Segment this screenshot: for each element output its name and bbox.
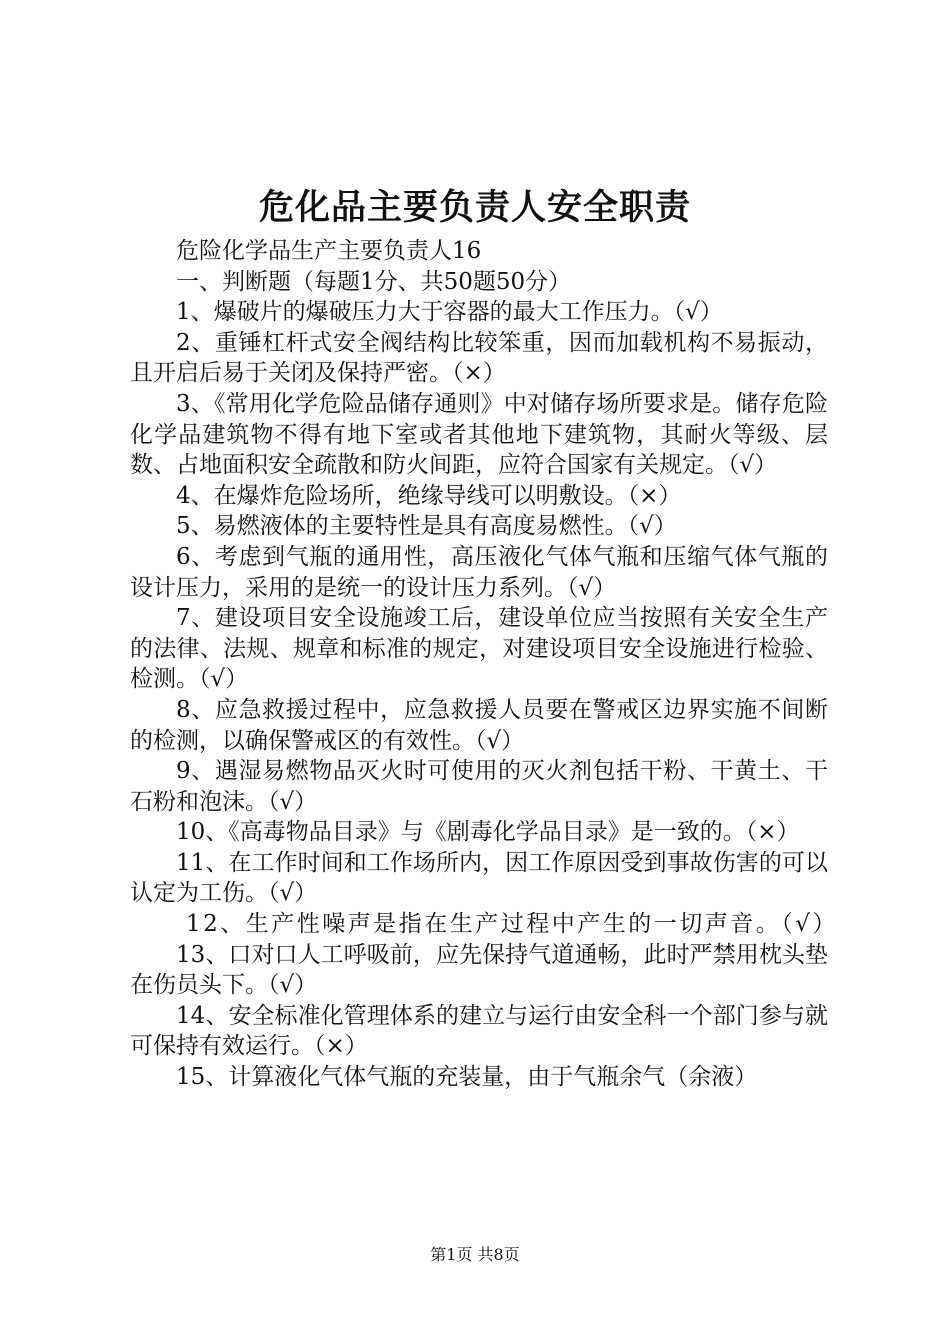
question-item: 5、易燃液体的主要特性是具有高度易燃性。（√） [176, 513, 677, 540]
question-item: 12、生产性噪声是指在生产过程中产生的一切声音。（√） [186, 911, 838, 938]
question-item: 1、爆破片的爆破压力大于容器的最大工作压力。（√） [176, 299, 723, 326]
question-item: 14、安全标准化管理体系的建立与运行由安全科一个部门参与就可保持有效运行。（×） [130, 1002, 828, 1060]
page-footer: 第1页 共8页 [430, 1245, 520, 1264]
question-item: 11、在工作时间和工作场所内，因工作原因受到事故伤害的可以认定为工伤。（√） [130, 849, 828, 907]
question-item: 8、应急救援过程中，应急救援人员要在警戒区边界实施不间断的检测，以确保警戒区的有效性。（√） [130, 696, 828, 754]
document-title: 危化品主要负责人安全职责 [258, 187, 691, 228]
question-item: 15、计算液化气体气瓶的充装量，由于气瓶余气（余液） [176, 1064, 758, 1091]
question-item: 13、口对口人工呼吸前，应先保持气道通畅，此时严禁用枕头垫在伤员头下。（√） [130, 941, 828, 999]
question-item: 2、重锤杠杆式安全阀结构比较笨重，因而加载机构不易振动，且开启后易于关闭及保持严密。（×） [130, 329, 828, 387]
question-item: 10、《高毒物品目录》与《剧毒化学品目录》是一致的。（×） [176, 819, 800, 846]
section-heading: 一、判断题（每题1分、共50题50分） [176, 268, 572, 295]
question-item: 9、遇湿易燃物品灭火时可使用的灭火剂包括干粉、干黄土、干石粉和泡沫。（√） [130, 758, 828, 815]
question-item: 3、《常用化学危险品储存通则》中对储存场所要求是。储存危险化学品建筑物不得有地下室或者其他地下建筑物，其耐火等级、层数、占地面积安全疏散和防火间距，应符合国家有关规定。（√） [130, 390, 828, 479]
question-item: 7、建设项目安全设施竣工后，建设单位应当按照有关安全生产的法律、法规、规章和标准的规定，对建设项目安全设施进行检验、检测。（√） [130, 605, 828, 693]
question-item: 6、考虑到气瓶的通用性，高压液化气体气瓶和压缩气体气瓶的设计压力，采用的是统一的设计压力系列。（√） [130, 543, 828, 601]
document-body [130, 236, 838, 1093]
document-subtitle: 危险化学品生产主要负责人16 [176, 238, 482, 264]
question-item: 4、在爆炸危险场所，绝缘导线可以明敷设。（×） [176, 482, 682, 509]
